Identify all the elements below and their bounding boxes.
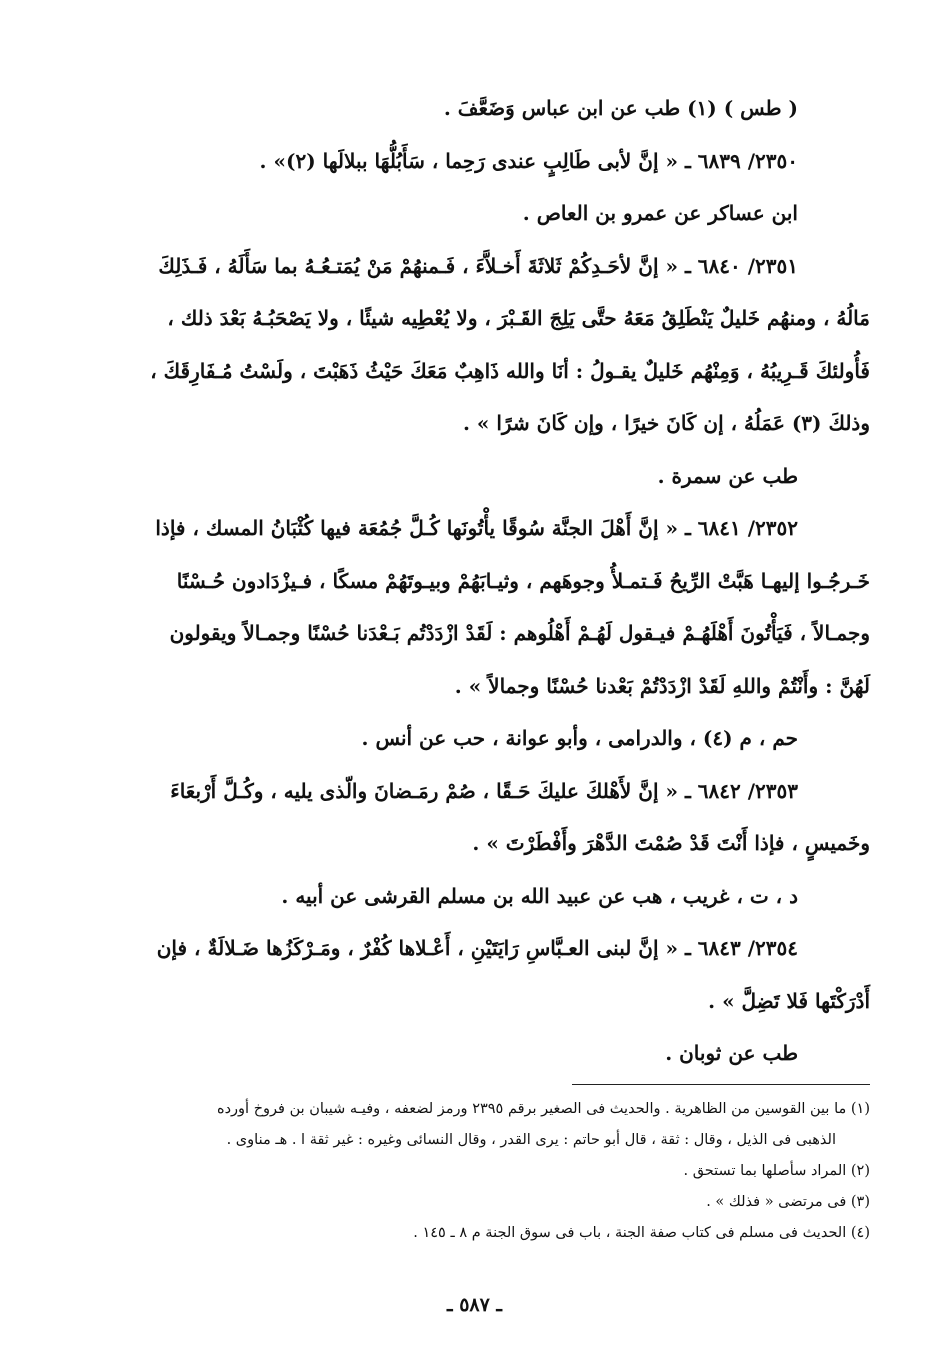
text-line: ابن عساكر عن عمرو بن العاص . — [522, 201, 798, 225]
footnote-2: (٢) المراد سأصلها بما تستحق . — [683, 1163, 870, 1179]
page-number: ـ ٥٨٧ ـ — [447, 1294, 502, 1316]
main-text — [90, 82, 870, 1080]
text-line: أَدْرَكْتَها فَلا تَضِلَّ » . — [708, 988, 870, 1013]
hadith-2350: ٢٣٥٠/ ٦٨٣٩ ـ « إنَّ لأبى طَالِبٍ عندى رَحِما ، سَأَبُلُّهَا ببلالَها (٢)» . — [259, 148, 798, 173]
hadith-2352: ٢٣٥٢/ ٦٨٤١ ـ « إنَّ أَهْلَ الجنَّة سُوقًا يأْتُونَها كُـلَّ جُمُعَة فيها كُثْبَانُ المسك ، فإذا — [155, 516, 798, 540]
footnote-3: (٣) فى مرتضى « فذلك » . — [706, 1194, 870, 1210]
text-line: د ، ت ، غريب ، هب عن عبيد الله بن مسلم القرشى عن أبيه . — [281, 883, 798, 908]
text-line: مَالُهُ ، ومنهُم خَليلٌ يَنْطَلِقُ مَعَهُ حتَّى يَلِجَ القَـبْرَ ، ولا يُعْطِيه شيئًا ، ولا يَصْحَبُـهُ بَعْدَ ذلك ، — [167, 306, 870, 330]
text-line: طب عن سمرة . — [657, 463, 798, 488]
text-line: وجمـالاً ، فَيَأْتُونَ أَهْلَهُـمْ فيـقول لَهُـمْ أَهْلُوهم : لَقَدْ ازْدَدْتُم بَـعْدَنا حُسْنًا وجمـالاً ويقولون — [169, 621, 870, 645]
footnote-1: (١) ما بين القوسين من الظاهرية . والحديث فى الصغير برقم ٢٣٩٥ ورمز لضعفه ، وفيـه شيبان بن فروخ أورده — [217, 1101, 870, 1117]
footnotes — [90, 1094, 870, 1249]
footnote-separator — [572, 1084, 870, 1085]
text-line: لَهُنَّ : وأَنْتُمْ واللهِ لَقَدْ ازْدَدْتُمْ بَعْدنا حُسْنًا وجمالاً » . — [454, 673, 870, 698]
text-line: خَـرجُـوا إليهـا هَبَّتْ الرِّيحُ فَـتمـلأُ وجوهَهم ، وثيـابَهُمْ وبيـوتَهُمْ مسكًا ، فـيزْدَادون حُـسْنًا — [176, 568, 870, 593]
footnote-4: (٤) الحديث فى مسلم فى كتاب صفة الجنة ، باب فى سوق الجنة م ٨ ـ ١٤٥ . — [413, 1225, 870, 1241]
text-line: وخَميسٍ ، فإذا أَنْتَ قَدْ صُمْتَ الدَّهْرَ وأَفْطَرْتَ » . — [472, 831, 870, 855]
footnote-1-continued: الذهبى فى الذيل ، وقال : ثقة ، قال أبو حاتم : يرى القدر ، وقال النسائى وغيره : غير ثقة ا . هـ مناوى . — [226, 1132, 836, 1148]
hadith-2353: ٢٣٥٣/ ٦٨٤٢ ـ « إنَّ لأَهْلكَ عليكَ حَـقًا ، صُمْ رمَـضانَ والّذى يليه ، وكُـلَّ أَرْبعَاءَ — [170, 778, 798, 803]
hadith-2351: ٢٣٥١/ ٦٨٤٠ ـ « إنَّ لأحَـدِكُمْ ثَلاثَةَ أَخـلاَّءَ ، فَـمنهُمْ مَنْ يُمَتـعُـهُ بما سَأَلَهُ ، فَـذَلِكَ — [158, 253, 798, 278]
text-line: وذلكَ (٣) عَمَلُهُ ، إن كَانَ خيرًا ، وإن كَانَ شرًا » . — [462, 411, 870, 435]
text-line: طب عن ثوبان . — [665, 1041, 798, 1065]
text-line: فَأُولئكَ قَـرِيبُهُ ، وَمِنْهُم خَليلٌ يقـولُ : أنَا والله ذَاهِبٌ مَعَكَ حَيْثُ ذَهَبْتَ ، ولَسْتُ مُـفَارِقَكَ ، — [150, 358, 870, 383]
hadith-2354: ٢٣٥٤/ ٦٨٤٣ ـ « إنَّ لبنى العـبَّاسِ رَايَتَيْنِ ، أَعْـلاها كُفْرٌ ، ومَـرْكَزُها ضَـلالَةٌ ، فإن — [156, 936, 798, 960]
text-line: حم ، م (٤) ، والدرامى ، وأبو عوانة ، حب عن أنس . — [361, 726, 798, 750]
text-line: ( طس ) (١) طب عن ابن عباس وَضَعَّفَ . — [443, 96, 798, 120]
